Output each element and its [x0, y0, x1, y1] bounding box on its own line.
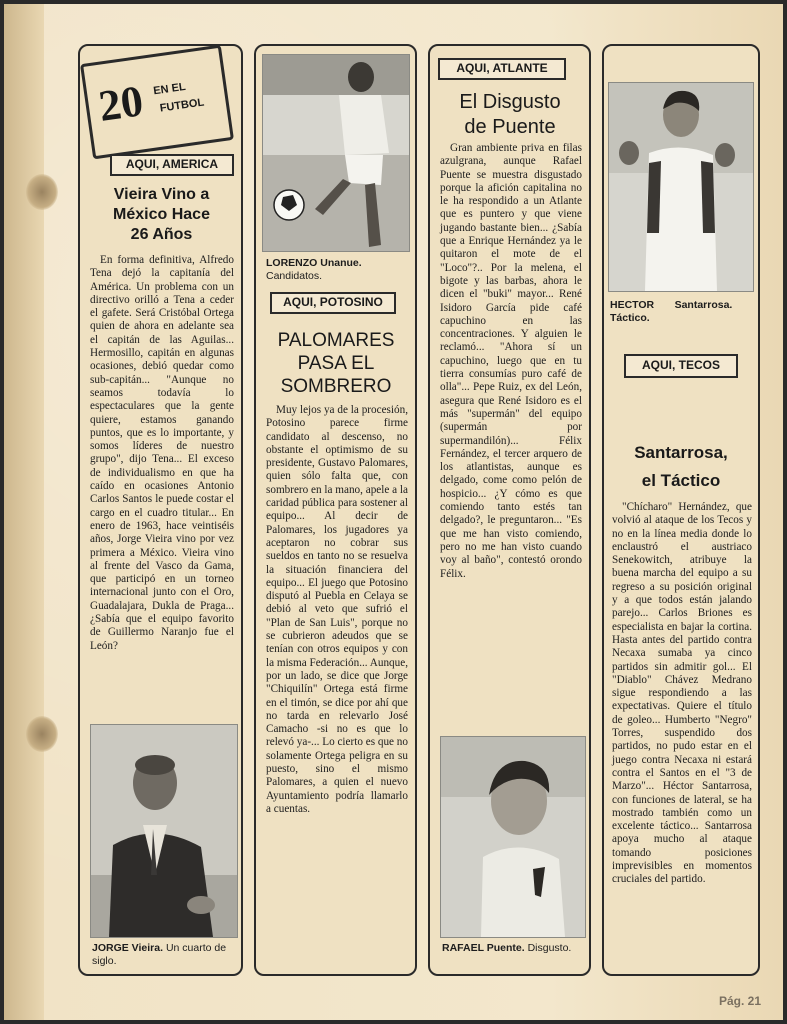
photo-rafael-puente — [440, 736, 586, 938]
title-line: México Hace — [113, 206, 210, 223]
photo-lorenzo-unanue — [262, 54, 410, 252]
stamp-number: 20 — [95, 76, 147, 131]
caption-text: Disgusto. — [527, 942, 572, 954]
caption-name: HECTOR — [610, 299, 655, 311]
caption-rafael-puente — [442, 942, 584, 955]
article-title-potosino — [260, 329, 412, 398]
portrait-man-smiling-icon — [441, 737, 585, 937]
title-line: PASA EL — [297, 353, 375, 374]
photo-hector-santarrosa — [608, 82, 754, 292]
stamp-line2: FUTBOL — [159, 96, 205, 115]
caption-name: RAFAEL Puente. — [442, 942, 525, 954]
section-label-tecos: AQUI, TECOS — [624, 354, 738, 378]
article-title-tecos — [608, 439, 754, 495]
caption-jorge-vieira — [92, 942, 240, 968]
caption-name: JORGE Vieira. — [92, 942, 164, 954]
caption-text: Candidatos. — [266, 270, 323, 282]
title-line: Vieira Vino a — [113, 186, 210, 203]
title-line: PALOMARES — [277, 330, 395, 351]
portrait-man-suit-icon — [91, 725, 237, 937]
magazine-page — [4, 4, 783, 1020]
caption-lorenzo-unanue — [266, 257, 408, 283]
caption-name: LORENZO Unanue. — [266, 257, 362, 269]
title-line: el Táctico — [641, 471, 721, 490]
article-body-atlante: Gran ambiente priva en filas azulgrana, aunque Rafael Puente se muestra disgustado porque la afición capitalina no le ha respondido a un Atlante que es puntero y que viene jugando bastante bien... ¿Sabía que a Enrique Hernández ya le quitaron el mote de el "Loco"?.. Por la melena, el bigote y las barbas, ahora le dicen el "buki" mayor... René Isidoro García pide café capuchino en las concentraciones. Y alguien le reclamó... "Ahora sí un capuchino, luego que en tu tierra consumías puro café de olla"... Pepe Ruiz, ex del León, asegura que René Isidoro es el más "supermán" del equipo (supermán por supermandilón)... Félix Fernández, el tercer arquero de los atlantistas, aunque es delgado, come como pelón de hospicio... ¿Y cómo es que comiendo tanto estés tan delgado?, le preguntaron... "Es que me han visto comiendo, pero no me han visto cuando voy al baño", contestó orondo Félix. — [440, 142, 582, 580]
article-title-atlante — [434, 90, 586, 140]
soccer-player-kicking-icon — [263, 55, 409, 251]
section-label-potosino: AQUI, POTOSINO — [270, 292, 396, 314]
article-body-potosino: Muy lejos ya de la procesión, Potosino parece firme candidato al descenso, no obstante el optimismo de su presidente, Gustavo Palomares, quien sólo falta que, con sombrero en la mano, apele a la caridad pública para sostener al equipo... Al decir de Palomares, los jugadores ya aceptaron no cobrar sus sueldos en tanto no se resuelva la situación financiera del equipo... El juego que Potosino disputó al Puebla en Celaya se debió al veto que sufrió el "Plan de San Luis", porque no se cubrieron adeudos que se tenían con otros equipos y con la misma Federación... Aunque, por un lado, se dice que Jorge "Chiquilín" Ortega está firme en el timón, se dice por ahí que no tarda en relevarlo José Camacho -si no es que lo relevó ya-... Lo cierto es que no solamente Ortega peligra en su puesto, sino el mismo Palomares, a quien el nuevo Ayuntamiento podría llamarlo a cuentas. — [266, 404, 408, 815]
article-body-tecos: "Chícharo" Hernández, que volvió al ataque de los Tecos y no en la línea media donde lo enclaustró el austriaco Senekowitch, atribuye la buena marcha del equipo a su regreso a su posición original y a que todos están jalando parejo... Carlos Briones es especialista en bajar la cortina. Hasta antes del partido contra Necaxa sumaba ya cinco partidos sin admitir gol... El "Diablo" Chávez Medrano sigue respondiendo a las expectativas. Quiere el título de goleo... Humberto "Negro" Torres, suspendido dos partidos, no pudo estar en el juego contra Necaxa ni estará contra el Santos en el "3 de Marzo"... Héctor Santarrosa, con funciones de lateral, se ha mostrado también como un excelente táctico... Santarrosa apoya mucho al ataque tomando posiciones imprevisibles en momentos cruciales del partido. — [612, 501, 752, 886]
photo-jorge-vieira — [90, 724, 238, 938]
twenty-en-el-futbol-stamp — [80, 45, 234, 160]
title-line: 26 Años — [130, 226, 193, 243]
title-line: de Puente — [464, 116, 556, 138]
section-label-atlante: AQUI, ATLANTE — [438, 58, 566, 80]
article-title-america — [84, 185, 239, 245]
page-spine — [4, 4, 44, 1020]
caption-text: Un cuarto de siglo. — [92, 942, 227, 967]
title-line: Santarrosa, — [634, 443, 728, 462]
binding-hole-top — [26, 174, 58, 210]
binding-hole-bottom — [26, 716, 58, 752]
caption-text: Táctico. — [610, 312, 650, 324]
caption-hector-santarrosa — [610, 299, 754, 325]
title-line: SOMBRERO — [280, 376, 392, 397]
caption-name-surname: Santarrosa. — [674, 299, 733, 311]
title-line: El Disgusto — [459, 91, 561, 113]
soccer-player-standing-icon — [609, 83, 753, 291]
article-body-america: En forma definitiva, Alfredo Tena dejó la capitanía del América. Un problema con un directivo orilló a Tena a ceder el gafete. Será Cristóbal Ortega quien de ahora en adelante sea el capitán de las Aguilas... Hermosillo, capitán en algunas ocasiones, debió quedar como sub-capitán... "Aunque no seamos todavía lo espectaculares que la gente quiere, estamos ganando puntos, que es lo importante, y somos líderes de nuestro grupo", dijo Tena... El exceso de individualismo en que ha caído en ocasiones Antonio Carlos Santos le puede costar el cargo en el cuadro titular... En enero de 1963, hace veintiséis años, Jorge Vieira vino por vez primera a México. Vieira vino al frente del Vasco da Gama, que participó en un torneo internacional junto con el Oro, Guadalajara, Dukla de Praga... ¿Sabía que el equipo favorito de Guillermo Naranjo fue el León? — [90, 254, 234, 652]
page-number: Pág. 21 — [718, 994, 761, 1008]
stamp-line1: EN EL — [152, 80, 187, 98]
section-label-america: AQUI, AMERICA — [110, 154, 234, 176]
